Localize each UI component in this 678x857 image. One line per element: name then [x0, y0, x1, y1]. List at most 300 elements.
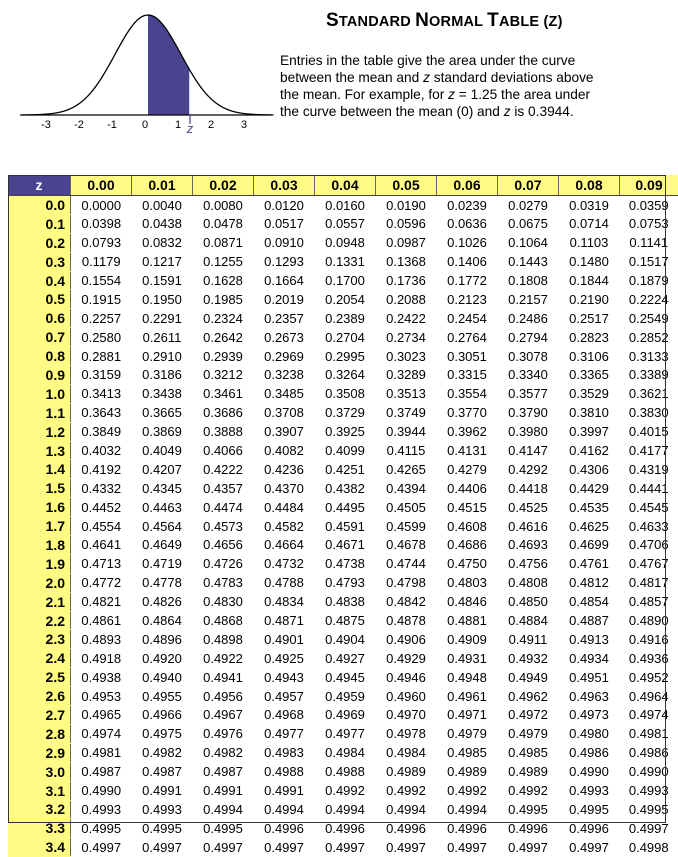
- table-row: [8, 479, 678, 498]
- description-text: between the mean and: [280, 70, 423, 85]
- table-cell: 0.4987: [71, 762, 132, 781]
- table-cell: 0.4861: [71, 611, 132, 630]
- table-row: [8, 517, 678, 536]
- title-part: N: [415, 10, 429, 31]
- table-cell: 0.4949: [498, 668, 559, 687]
- table-cell: 0.3186: [132, 366, 193, 385]
- table-cell: 0.4015: [620, 422, 678, 441]
- table-cell: 0.4922: [193, 649, 254, 668]
- table-cell: 0.1950: [132, 290, 193, 309]
- row-z-value: 1.3: [8, 441, 71, 460]
- table-cell: 0.1517: [620, 252, 678, 271]
- table-cell: 0.4934: [559, 649, 620, 668]
- table-cell: 0.4738: [315, 554, 376, 573]
- table-cell: 0.4265: [376, 460, 437, 479]
- title-part: T: [487, 10, 499, 31]
- title-part: TANDARD: [339, 14, 415, 30]
- table-cell: 0.4726: [193, 554, 254, 573]
- table-row: [8, 403, 678, 422]
- row-z-value: 1.9: [8, 554, 71, 573]
- table-cell: 0.2673: [254, 328, 315, 347]
- table-cell: 0.3554: [437, 384, 498, 403]
- table-cell: 0.4474: [193, 498, 254, 517]
- table-cell: 0.4744: [376, 554, 437, 573]
- table-cell: 0.1064: [498, 233, 559, 252]
- table-cell: 0.4656: [193, 536, 254, 555]
- table-cell: 0.2088: [376, 290, 437, 309]
- table-cell: 0.1368: [376, 252, 437, 271]
- table-cell: 0.2910: [132, 347, 193, 366]
- table-cell: 0.4452: [71, 498, 132, 517]
- table-cell: 0.0675: [498, 214, 559, 233]
- table-cell: 0.4993: [620, 781, 678, 800]
- table-cell: 0.4991: [132, 781, 193, 800]
- row-z-value: 3.3: [8, 819, 71, 838]
- table-cell: 0.2324: [193, 309, 254, 328]
- table-cell: 0.4988: [315, 762, 376, 781]
- table-cell: 0.4989: [376, 762, 437, 781]
- table-cell: 0.4992: [437, 781, 498, 800]
- table-cell: 0.3023: [376, 347, 437, 366]
- table-cell: 0.4995: [620, 800, 678, 819]
- table-cell: 0.4418: [498, 479, 559, 498]
- table-cell: 0.4977: [254, 724, 315, 743]
- table-cell: 0.4997: [193, 838, 254, 857]
- table-cell: 0.1554: [71, 271, 132, 290]
- table-cell: 0.2291: [132, 309, 193, 328]
- table-cell: 0.4996: [315, 819, 376, 838]
- table-cell: 0.4678: [376, 536, 437, 555]
- table-cell: 0.4608: [437, 517, 498, 536]
- table-cell: 0.3686: [193, 403, 254, 422]
- table-cell: 0.1217: [132, 252, 193, 271]
- table-cell: 0.4932: [498, 649, 559, 668]
- table-cell: 0.4875: [315, 611, 376, 630]
- table-cell: 0.4961: [437, 687, 498, 706]
- table-cell: 0.4920: [132, 649, 193, 668]
- table-cell: 0.2190: [559, 290, 620, 309]
- table-cell: 0.3907: [254, 422, 315, 441]
- table-cell: 0.3962: [437, 422, 498, 441]
- table-cell: 0.4761: [559, 554, 620, 573]
- row-z-value: 0.7: [8, 328, 71, 347]
- row-z-value: 1.6: [8, 498, 71, 517]
- table-cell: 0.3438: [132, 384, 193, 403]
- table-cell: 0.1772: [437, 271, 498, 290]
- table-cell: 0.2389: [315, 309, 376, 328]
- table-cell: 0.4985: [498, 743, 559, 762]
- row-z-value: 3.4: [8, 838, 71, 857]
- table-cell: 0.1879: [620, 271, 678, 290]
- column-header: 0.06: [437, 175, 498, 196]
- row-z-value: 0.3: [8, 252, 71, 271]
- row-z-value: 1.7: [8, 517, 71, 536]
- table-cell: 0.4995: [498, 800, 559, 819]
- table-cell: 0.4554: [71, 517, 132, 536]
- table-cell: 0.4854: [559, 592, 620, 611]
- table-cell: 0.4545: [620, 498, 678, 517]
- table-cell: 0.0636: [437, 214, 498, 233]
- table-cell: 0.4955: [132, 687, 193, 706]
- table-cell: 0.2517: [559, 309, 620, 328]
- table-cell: 0.4793: [315, 573, 376, 592]
- table-cell: 0.3508: [315, 384, 376, 403]
- column-header: 0.08: [559, 175, 620, 196]
- table-cell: 0.4798: [376, 573, 437, 592]
- table-cell: 0.4901: [254, 630, 315, 649]
- table-cell: 0.4945: [315, 668, 376, 687]
- table-cell: 0.3485: [254, 384, 315, 403]
- row-z-value: 3.0: [8, 762, 71, 781]
- table-cell: 0.4997: [559, 838, 620, 857]
- table-cell: 0.4772: [71, 573, 132, 592]
- table-cell: 0.4732: [254, 554, 315, 573]
- table-cell: 0.4940: [132, 668, 193, 687]
- table-cell: 0.1331: [315, 252, 376, 271]
- table-cell: 0.4911: [498, 630, 559, 649]
- table-row: [8, 668, 678, 687]
- table-row: [8, 630, 678, 649]
- axis-tick-label: -3: [41, 119, 51, 131]
- table-cell: 0.4788: [254, 573, 315, 592]
- row-z-value: 2.1: [8, 592, 71, 611]
- table-cell: 0.0478: [193, 214, 254, 233]
- table-cell: 0.2224: [620, 290, 678, 309]
- table-cell: 0.4948: [437, 668, 498, 687]
- table-cell: 0.4826: [132, 592, 193, 611]
- table-cell: 0.4049: [132, 441, 193, 460]
- table-cell: 0.0190: [376, 196, 437, 215]
- table-cell: 0.4972: [498, 706, 559, 725]
- row-z-value: 1.8: [8, 536, 71, 555]
- table-cell: 0.4971: [437, 706, 498, 725]
- table-cell: 0.4382: [315, 479, 376, 498]
- table-cell: 0.3413: [71, 384, 132, 403]
- row-z-value: 2.8: [8, 724, 71, 743]
- table-row: [8, 762, 678, 781]
- table-cell: 0.3790: [498, 403, 559, 422]
- table-cell: 0.1443: [498, 252, 559, 271]
- table-cell: 0.3133: [620, 347, 678, 366]
- table-cell: 0.4830: [193, 592, 254, 611]
- row-z-value: 1.0: [8, 384, 71, 403]
- table-cell: 0.3888: [193, 422, 254, 441]
- table-cell: 0.4633: [620, 517, 678, 536]
- table-cell: 0.4983: [254, 743, 315, 762]
- table-cell: 0.2969: [254, 347, 315, 366]
- table-cell: 0.3643: [71, 403, 132, 422]
- table-cell: 0.3529: [559, 384, 620, 403]
- table-cell: 0.4332: [71, 479, 132, 498]
- table-cell: 0.3461: [193, 384, 254, 403]
- table-cell: 0.2019: [254, 290, 315, 309]
- column-header: 0.07: [498, 175, 559, 196]
- table-cell: 0.1736: [376, 271, 437, 290]
- table-row: [8, 743, 678, 762]
- table-cell: 0.0832: [132, 233, 193, 252]
- table-cell: 0.0398: [71, 214, 132, 233]
- table-cell: 0.1844: [559, 271, 620, 290]
- column-header: 0.04: [315, 175, 376, 196]
- table-cell: 0.4970: [376, 706, 437, 725]
- description: [280, 52, 660, 120]
- table-cell: 0.4222: [193, 460, 254, 479]
- table-cell: 0.4989: [437, 762, 498, 781]
- row-z-value: 2.6: [8, 687, 71, 706]
- table-cell: 0.4994: [254, 800, 315, 819]
- table-cell: 0.3078: [498, 347, 559, 366]
- table-cell: 0.4938: [71, 668, 132, 687]
- table-cell: 0.3810: [559, 403, 620, 422]
- table-cell: 0.4279: [437, 460, 498, 479]
- table-cell: 0.4996: [498, 819, 559, 838]
- table-cell: 0.4778: [132, 573, 193, 592]
- table-cell: 0.4842: [376, 592, 437, 611]
- table-cell: 0.4429: [559, 479, 620, 498]
- table-cell: 0.0557: [315, 214, 376, 233]
- table-cell: 0.4484: [254, 498, 315, 517]
- table-row: [8, 233, 678, 252]
- table-cell: 0.4960: [376, 687, 437, 706]
- z-table: [8, 175, 678, 857]
- table-cell: 0.4997: [254, 838, 315, 857]
- table-cell: 0.4032: [71, 441, 132, 460]
- table-cell: 0.3340: [498, 366, 559, 385]
- table-cell: 0.3238: [254, 366, 315, 385]
- table-row: [8, 819, 678, 838]
- table-row: [8, 554, 678, 573]
- table-cell: 0.4834: [254, 592, 315, 611]
- table-cell: 0.4979: [437, 724, 498, 743]
- table-cell: 0.4978: [376, 724, 437, 743]
- table-cell: 0.1664: [254, 271, 315, 290]
- table-cell: 0.4992: [498, 781, 559, 800]
- table-cell: 0.4973: [559, 706, 620, 725]
- table-cell: 0.4997: [620, 819, 678, 838]
- table-cell: 0.4952: [620, 668, 678, 687]
- table-cell: 0.3577: [498, 384, 559, 403]
- table-cell: 0.4981: [71, 743, 132, 762]
- table-cell: 0.2764: [437, 328, 498, 347]
- table-cell: 0.4649: [132, 536, 193, 555]
- table-cell: 0.0120: [254, 196, 315, 215]
- table-cell: 0.3212: [193, 366, 254, 385]
- row-z-value: 2.9: [8, 743, 71, 762]
- column-header: 0.00: [71, 175, 132, 196]
- row-z-value: 1.1: [8, 403, 71, 422]
- row-z-value: 1.2: [8, 422, 71, 441]
- table-cell: 0.0080: [193, 196, 254, 215]
- table-cell: 0.4995: [559, 800, 620, 819]
- table-cell: 0.4997: [315, 838, 376, 857]
- table-cell: 0.2257: [71, 309, 132, 328]
- table-cell: 0.2054: [315, 290, 376, 309]
- table-cell: 0.0239: [437, 196, 498, 215]
- table-cell: 0.4292: [498, 460, 559, 479]
- table-cell: 0.0793: [71, 233, 132, 252]
- table-cell: 0.4993: [71, 800, 132, 819]
- table-cell: 0.4699: [559, 536, 620, 555]
- table-row: [8, 384, 678, 403]
- title-part: ORMAL: [429, 14, 487, 30]
- table-row: [8, 422, 678, 441]
- table-cell: 0.4969: [315, 706, 376, 725]
- table-cell: 0.3980: [498, 422, 559, 441]
- table-row: [8, 800, 678, 819]
- table-cell: 0.4582: [254, 517, 315, 536]
- table-cell: 0.4996: [437, 819, 498, 838]
- table-cell: 0.4394: [376, 479, 437, 498]
- table-cell: 0.4345: [132, 479, 193, 498]
- z-variable: z: [504, 104, 511, 119]
- table-cell: 0.4525: [498, 498, 559, 517]
- table-cell: 0.4857: [620, 592, 678, 611]
- table-cell: 0.3749: [376, 403, 437, 422]
- table-row: [8, 366, 678, 385]
- table-cell: 0.4664: [254, 536, 315, 555]
- table-cell: 0.0160: [315, 196, 376, 215]
- table-cell: 0.4884: [498, 611, 559, 630]
- table-cell: 0.4573: [193, 517, 254, 536]
- table-cell: 0.4706: [620, 536, 678, 555]
- table-body: [8, 196, 678, 857]
- column-header: 0.01: [132, 175, 193, 196]
- table-cell: 0.4463: [132, 498, 193, 517]
- table-cell: 0.4941: [193, 668, 254, 687]
- table-cell: 0.4986: [620, 743, 678, 762]
- table-cell: 0.4990: [71, 781, 132, 800]
- table-cell: 0.4974: [71, 724, 132, 743]
- table-cell: 0.0987: [376, 233, 437, 252]
- table-row: [8, 328, 678, 347]
- table-cell: 0.3365: [559, 366, 620, 385]
- table-cell: 0.2823: [559, 328, 620, 347]
- row-z-value: 0.4: [8, 271, 71, 290]
- table-cell: 0.2549: [620, 309, 678, 328]
- table-cell: 0.4686: [437, 536, 498, 555]
- table-cell: 0.3944: [376, 422, 437, 441]
- table-cell: 0.4904: [315, 630, 376, 649]
- table-cell: 0.4846: [437, 592, 498, 611]
- table-cell: 0.3708: [254, 403, 315, 422]
- table-cell: 0.0279: [498, 196, 559, 215]
- table-cell: 0.2642: [193, 328, 254, 347]
- table-cell: 0.3159: [71, 366, 132, 385]
- axis-tick-label: 3: [241, 119, 247, 131]
- description-line: [280, 103, 660, 120]
- row-z-value: 2.4: [8, 649, 71, 668]
- table-cell: 0.4896: [132, 630, 193, 649]
- description-text: is 0.3944.: [511, 104, 574, 119]
- table-cell: 0.3264: [315, 366, 376, 385]
- table-cell: 0.1700: [315, 271, 376, 290]
- table-cell: 0.4992: [376, 781, 437, 800]
- table-cell: 0.4850: [498, 592, 559, 611]
- table-cell: 0.4783: [193, 573, 254, 592]
- table-cell: 0.4968: [254, 706, 315, 725]
- table-row: [8, 252, 678, 271]
- table-cell: 0.4951: [559, 668, 620, 687]
- table-row: [8, 536, 678, 555]
- table-cell: 0.2794: [498, 328, 559, 347]
- table-row: [8, 838, 678, 857]
- table-cell: 0.4997: [132, 838, 193, 857]
- table-cell: 0.4251: [315, 460, 376, 479]
- title-part: ABLE (Z): [499, 14, 563, 30]
- table-cell: 0.1255: [193, 252, 254, 271]
- table-cell: 0.0910: [254, 233, 315, 252]
- table-cell: 0.1141: [620, 233, 678, 252]
- description-text: standard deviations above: [430, 70, 594, 85]
- table-row: [8, 687, 678, 706]
- table-row: [8, 196, 678, 215]
- table-cell: 0.4878: [376, 611, 437, 630]
- table-cell: 0.0000: [71, 196, 132, 215]
- table-cell: 0.4982: [132, 743, 193, 762]
- table-cell: 0.4957: [254, 687, 315, 706]
- table-cell: 0.0438: [132, 214, 193, 233]
- title-part: S: [326, 10, 339, 31]
- table-cell: 0.4994: [376, 800, 437, 819]
- table-cell: 0.4979: [498, 724, 559, 743]
- table-cell: 0.4192: [71, 460, 132, 479]
- table-row: [8, 271, 678, 290]
- table-cell: 0.4641: [71, 536, 132, 555]
- table-cell: 0.4977: [315, 724, 376, 743]
- table-cell: 0.4995: [193, 819, 254, 838]
- row-z-value: 0.9: [8, 366, 71, 385]
- table-cell: 0.3830: [620, 403, 678, 422]
- table-cell: 0.4591: [315, 517, 376, 536]
- table-cell: 0.4993: [132, 800, 193, 819]
- table-cell: 0.4967: [193, 706, 254, 725]
- table-cell: 0.4713: [71, 554, 132, 573]
- table-cell: 0.4817: [620, 573, 678, 592]
- table-cell: 0.1406: [437, 252, 498, 271]
- table-cell: 0.4357: [193, 479, 254, 498]
- table-cell: 0.4898: [193, 630, 254, 649]
- table-cell: 0.4147: [498, 441, 559, 460]
- table-cell: 0.4441: [620, 479, 678, 498]
- table-cell: 0.1985: [193, 290, 254, 309]
- table-cell: 0.4177: [620, 441, 678, 460]
- table-cell: 0.4616: [498, 517, 559, 536]
- table-cell: 0.0948: [315, 233, 376, 252]
- table-cell: 0.2123: [437, 290, 498, 309]
- table-row: [8, 460, 678, 479]
- z-variable: z: [423, 70, 430, 85]
- table-cell: 0.1808: [498, 271, 559, 290]
- table-row: [8, 498, 678, 517]
- table-cell: 0.1591: [132, 271, 193, 290]
- table-cell: 0.4998: [620, 838, 678, 857]
- table-cell: 0.4984: [376, 743, 437, 762]
- z-marker: [186, 115, 194, 136]
- table-cell: 0.0359: [620, 196, 678, 215]
- table-cell: 0.4982: [193, 743, 254, 762]
- axis-tick-label: -1: [107, 119, 117, 131]
- table-cell: 0.1628: [193, 271, 254, 290]
- row-z-value: 2.2: [8, 611, 71, 630]
- table-row: [8, 214, 678, 233]
- table-cell: 0.4767: [620, 554, 678, 573]
- table-cell: 0.4821: [71, 592, 132, 611]
- table-cell: 0.2995: [315, 347, 376, 366]
- table-cell: 0.4959: [315, 687, 376, 706]
- table-cell: 0.2357: [254, 309, 315, 328]
- table-row: [8, 611, 678, 630]
- table-cell: 0.4625: [559, 517, 620, 536]
